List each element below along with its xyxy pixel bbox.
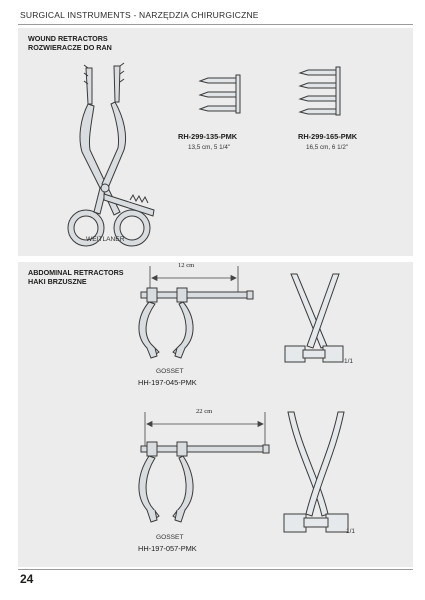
item-size: 13,5 cm, 5 1/4": [188, 144, 231, 151]
abdominal-retractors-panel: [18, 262, 413, 567]
page-number: 24: [20, 572, 34, 586]
footer-rule: [18, 569, 413, 570]
blade-4-prong-illustration: [298, 65, 343, 117]
wound-retractors-panel: [18, 28, 413, 256]
scale-ratio: 1/1: [346, 528, 356, 535]
section-title: [28, 268, 124, 286]
header-title: SURGICAL INSTRUMENTS - NARZĘDZIA CHIRURGICZNE: [20, 10, 259, 20]
gosset-name: GOSSET: [156, 368, 184, 375]
dimension-label: 12 cm: [178, 262, 195, 269]
gosset-blade-2-illustration: [280, 410, 352, 542]
item-size: 16,5 cm, 6 1/2": [306, 144, 349, 151]
weitlaner-label: WEITLANER: [86, 236, 125, 243]
gosset-retractor-2-illustration: [133, 440, 278, 530]
item-code: HH-197-045-PMK: [138, 378, 197, 387]
weitlaner-retractor-illustration: [58, 60, 168, 255]
item-code: RH-299-135-PMK: [178, 132, 238, 141]
item-code: RH-299-165-PMK: [298, 132, 358, 141]
section-title-en: WOUND RETRACTORS: [28, 34, 108, 43]
section-title-en: ABDOMINAL RETRACTORS: [28, 268, 124, 277]
gosset-name: GOSSET: [156, 534, 184, 541]
section-title: [28, 34, 112, 52]
gosset-retractor-1-illustration: [133, 286, 263, 366]
gosset-blade-1-illustration: [283, 272, 348, 372]
section-title-pl: ROZWIERACZE DO RAN: [28, 43, 112, 52]
blade-3-prong-illustration: [198, 73, 243, 115]
scale-ratio: 1/1: [344, 358, 354, 365]
dimension-label: 22 cm: [196, 408, 213, 415]
section-title-pl: HAKI BRZUSZNE: [28, 277, 87, 286]
item-code: HH-197-057-PMK: [138, 544, 197, 553]
header-rule: [18, 24, 413, 25]
